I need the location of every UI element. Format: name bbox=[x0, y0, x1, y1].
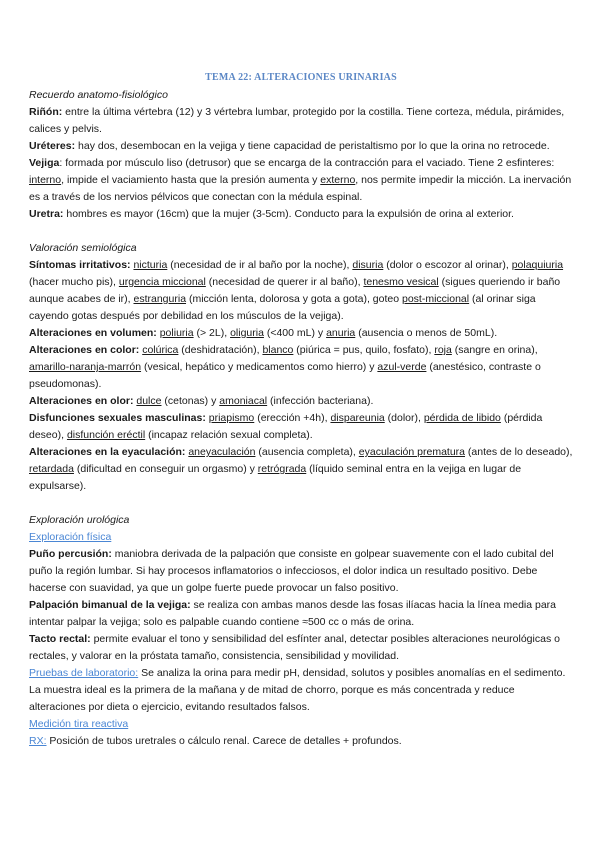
paragraph-color: Alteraciones en color: colúrica (deshidratación), blanco (piúrica = pus, quilo, fosfato), roja (sangre en orina), amarillo-naranja-marrón (vesical, hepático y medicamentos como hierro) y azul-verde (anestésico, contraste o pseudomonas). bbox=[29, 344, 541, 390]
paragraph-laboratorio: Pruebas de laboratorio: Se analiza la orina para medir pH, densidad, solutos y posibles anomalías en el sedimento. La muestra ideal es la primera de la mañana y de mitad de chorro, porque es más concentrada y reduce alteraciones por dieta o ejercicio, evitando resultados falsos. bbox=[29, 667, 566, 713]
paragraph-ureteres: Uréteres: hay dos, desembocan en la vejiga y tiene capacidad de peristaltismo por lo que la orina no retrocede. bbox=[29, 140, 550, 152]
term-ureteres: Uréteres: bbox=[29, 140, 76, 152]
link-pruebas-laboratorio[interactable]: Pruebas de laboratorio: bbox=[29, 667, 139, 679]
paragraph-puno: Puño percusión: maniobra derivada de la palpación que consiste en golpear suavemente con el lado cubital del puño la región lumbar. Si hay procesos inflamatorios o infecciosos, el dolor indica un resultado positivo. Debe hacerse con suavidad, ya que un golpe fuerte puede provocar un falso positivo. bbox=[29, 548, 554, 594]
section-title-anatomy: Recuerdo anatomo-fisiológico bbox=[29, 89, 168, 101]
link-tira-reactiva-row bbox=[29, 716, 573, 733]
term-vejiga: Vejiga bbox=[29, 157, 60, 169]
term-olor: Alteraciones en olor: bbox=[29, 395, 134, 407]
link-tira-reactiva[interactable]: Medición tira reactiva bbox=[29, 718, 129, 730]
page-title: TEMA 22: ALTERACIONES URINARIAS bbox=[205, 72, 397, 83]
term-color: Alteraciones en color: bbox=[29, 344, 140, 356]
paragraph-eyaculacion: Alteraciones en la eyaculación: aneyaculación (ausencia completa), eyaculación prematura (antes de lo deseado), retardada (dificultad en conseguir un orgasmo) y retrógrada (líquido seminal entra en la vejiga en lugar de expulsarse). bbox=[29, 446, 573, 492]
term-tacto: Tacto rectal: bbox=[29, 633, 91, 645]
paragraph-tacto: Tacto rectal: permite evaluar el tono y sensibilidad del esfínter anal, detectar posibles alteraciones neurológicas o rectales, y valorar en la próstata tamaño, consistencia, sensibilidad y movilidad. bbox=[29, 633, 560, 662]
link-rx[interactable]: RX: bbox=[29, 735, 47, 747]
section-title-semiology: Valoración semiológica bbox=[29, 242, 137, 254]
term-puno: Puño percusión: bbox=[29, 548, 112, 560]
term-irritativos: Síntomas irritativos: bbox=[29, 259, 131, 271]
paragraph-olor: Alteraciones en olor: dulce (cetonas) y amoniacal (infección bacteriana). bbox=[29, 395, 374, 407]
term-eyaculacion: Alteraciones en la eyaculación: bbox=[29, 446, 186, 458]
paragraph-vejiga: Vejiga: formada por músculo liso (detrusor) que se encarga de la contracción para el vaciado. Tiene 2 esfinteres: interno, impide el vaciamiento hasta que la presión aumenta y externo, nos permite impedir la micción. La inervación es a través de los nervios pélvicos que conectan con la médula espinal. bbox=[29, 157, 572, 203]
section-title-exploration: Exploración urológica bbox=[29, 514, 130, 526]
paragraph-palpacion: Palpación bimanual de la vejiga: se realiza con ambas manos desde las fosas ilíacas hacia la línea media para intentar palpar la vejiga; solo es palpable cuando contiene ≈500 cc o más de orina. bbox=[29, 599, 557, 628]
term-rinon: Riñón: bbox=[29, 106, 63, 118]
paragraph-sexuales: Disfunciones sexuales masculinas: priapismo (erección +4h), dispareunia (dolor), pérdida de libido (pérdida deseo), disfunción eréctil (incapaz relación sexual completa). bbox=[29, 412, 543, 441]
paragraph-rinon: Riñón: entre la última vértebra (12) y 3 vértebra lumbar, protegido por la costilla. Tiene corteza, médula, pirámides, calices y pelvis. bbox=[29, 106, 565, 135]
term-volumen: Alteraciones en volumen: bbox=[29, 327, 157, 339]
term-uretra: Uretra: bbox=[29, 208, 64, 220]
link-exploracion-fisica[interactable]: Exploración física bbox=[29, 531, 112, 543]
term-palpacion: Palpación bimanual de la vejiga: bbox=[29, 599, 191, 611]
link-exploracion-fisica-row bbox=[29, 529, 573, 546]
paragraph-irritativos: Síntomas irritativos: nicturia (necesidad de ir al baño por la noche), disuria (dolor o escozor al orinar), polaquiuria (hacer mucho pis), urgencia miccional (necesidad de querer ir al baño), tenesmo vesical (sigues queriendo ir baño aunque acabes de ir), estranguria (micción lenta, dolorosa y gota a gota), goteo post-miccional (al orinar siga cayendo gotas después por debilidad en los músculos de la vejiga). bbox=[29, 259, 564, 322]
paragraph-uretra: Uretra: hombres es mayor (16cm) que la mujer (3-5cm). Conducto para la expulsión de orina al exterior. bbox=[29, 208, 514, 220]
paragraph-rx: RX: Posición de tubos uretrales o cálculo renal. Carece de detalles + profundos. bbox=[29, 735, 402, 747]
paragraph-volumen: Alteraciones en volumen: poliuria (> 2L), oliguria (<400 mL) y anuria (ausencia o menos de 50mL). bbox=[29, 327, 498, 339]
term-sexuales: Disfunciones sexuales masculinas: bbox=[29, 412, 206, 424]
